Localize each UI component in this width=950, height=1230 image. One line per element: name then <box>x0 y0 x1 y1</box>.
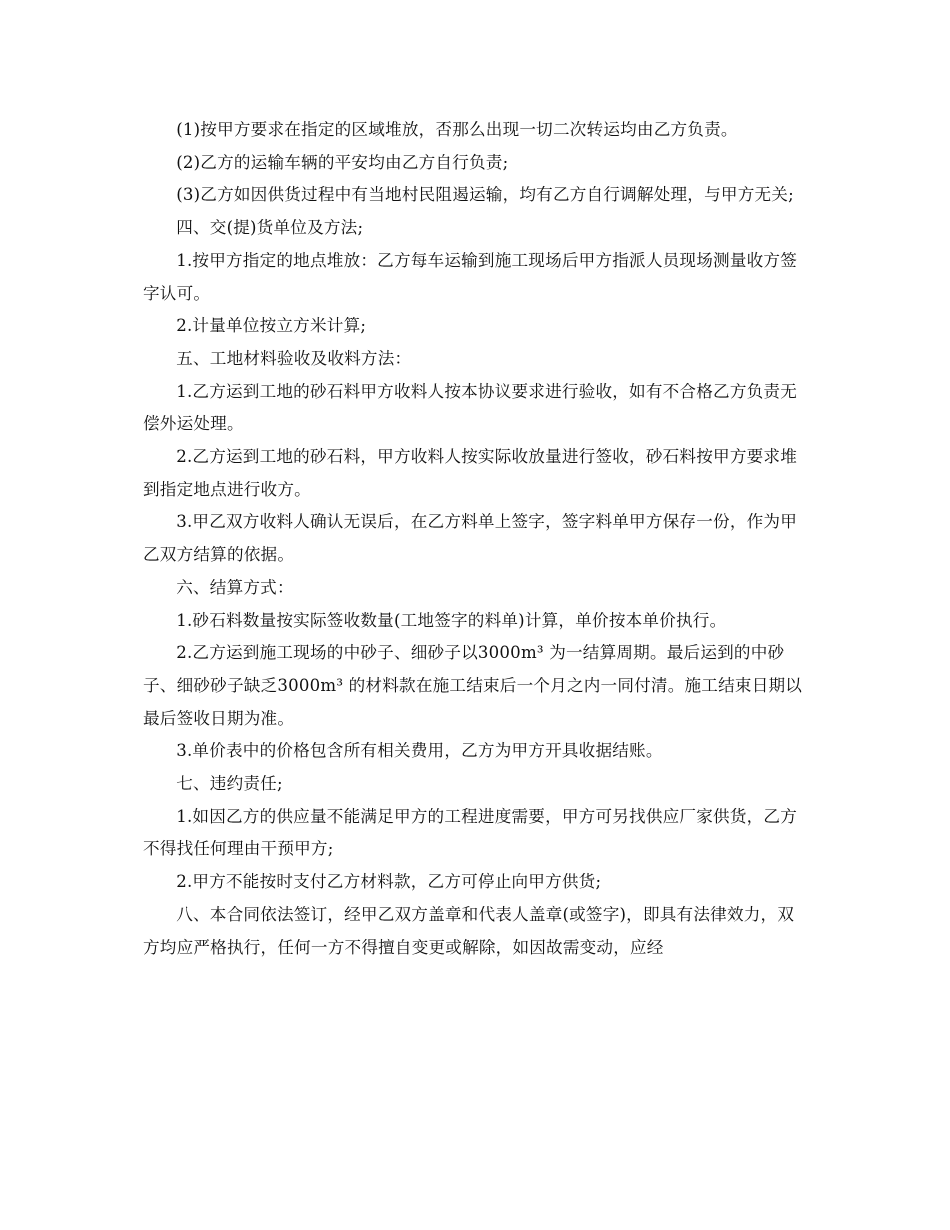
paragraph-6-3 <box>143 735 808 768</box>
text-line: 结束日期以最后签收日期为准。 <box>143 675 803 728</box>
text-line: 1.乙方运到工地的砂石料甲方收料人按本协议要求进行验收，如有不合格乙 <box>176 381 730 401</box>
text-line: 1.按甲方指定的地点堆放：乙方每车运输到施工现场后甲方指派人员现场测 <box>176 250 730 270</box>
text-line: 八、本合同依法签订，经甲乙双方盖章和代表人盖章(或签字)，即具有法律 <box>176 904 727 924</box>
text-line: 货，乙方不得找任何理由干预甲方; <box>143 806 798 859</box>
text-line: (3)乙方如因供货过程中有当地村民阻遏运输，均有乙方自行调解处理，与甲 <box>176 185 738 205</box>
section-heading-7 <box>143 768 808 801</box>
text-line: 四、交(提)货单位及方法; <box>176 218 364 238</box>
section-heading-8 <box>143 899 808 964</box>
text-line: 2.乙方运到施工现场的中砂子、细砂子以3000m³ 为一结算周期。最后运到的 <box>176 643 751 663</box>
text-line: 七、违约责任; <box>176 774 283 794</box>
text-line: 方无关; <box>737 185 794 205</box>
text-line: 中砂子、细砂砂子缺乏3000m³ 的材料款在施工结束后一个月之内一同付清。施工 <box>143 643 785 695</box>
document-body <box>143 114 808 964</box>
text-line: 量收方签字认可。 <box>143 250 798 303</box>
paragraph-clause-1 <box>143 114 808 147</box>
text-line: 3.甲乙双方收料人确认无误后，在乙方料单上签字，签字料单甲方保存一 <box>176 512 714 532</box>
text-line: 六、结算方式： <box>176 577 294 597</box>
text-line: 方负责无偿外运处理。 <box>143 381 798 434</box>
paragraph-5-3 <box>143 506 808 571</box>
paragraph-clause-3 <box>143 179 808 212</box>
text-line: (2)乙方的运输车辆的平安均由乙方自行负责; <box>176 152 509 172</box>
text-line: 效力，双方均应严格执行，任何一方不得擅自变更或解除，如因故需变动，应经 <box>143 904 795 957</box>
text-line: 2.乙方运到工地的砂石料，甲方收料人按实际收放量进行签收，砂石料按甲 <box>176 447 730 467</box>
paragraph-7-2 <box>143 866 808 899</box>
paragraph-6-2 <box>143 637 808 735</box>
text-line: 2.甲方不能按时支付乙方材料款，乙方可停止向甲方供货; <box>176 872 602 892</box>
paragraph-5-2 <box>143 441 808 506</box>
text-line: 份，作为甲乙双方结算的依据。 <box>143 512 797 565</box>
text-line: 五、工地材料验收及收料方法： <box>176 348 412 368</box>
text-line: 2.计量单位按立方米计算; <box>176 316 367 336</box>
section-heading-5 <box>143 343 808 376</box>
paragraph-clause-2 <box>143 147 808 180</box>
section-heading-6 <box>143 572 808 605</box>
paragraph-4-2 <box>143 310 808 343</box>
text-line: (1)按甲方要求在指定的区域堆放，否那么出现一切二次转运均由乙方负责。 <box>176 120 738 139</box>
paragraph-6-1 <box>143 605 808 638</box>
text-line: 方要求堆到指定地点进行收方。 <box>143 447 798 499</box>
text-line: 1.砂石料数量按实际签收数量(工地签字的料单)计算，单价按本单价执行。 <box>176 610 727 630</box>
paragraph-5-1 <box>143 376 808 441</box>
paragraph-7-1 <box>143 801 808 866</box>
text-line: 1.如因乙方的供应量不能满足甲方的工程进度需要，甲方可另找供应厂家供 <box>176 806 730 826</box>
section-heading-4 <box>143 212 808 245</box>
text-line: 3.单价表中的价格包含所有相关费用，乙方为甲方开具收据结账。 <box>176 741 663 761</box>
paragraph-4-1 <box>143 245 808 310</box>
